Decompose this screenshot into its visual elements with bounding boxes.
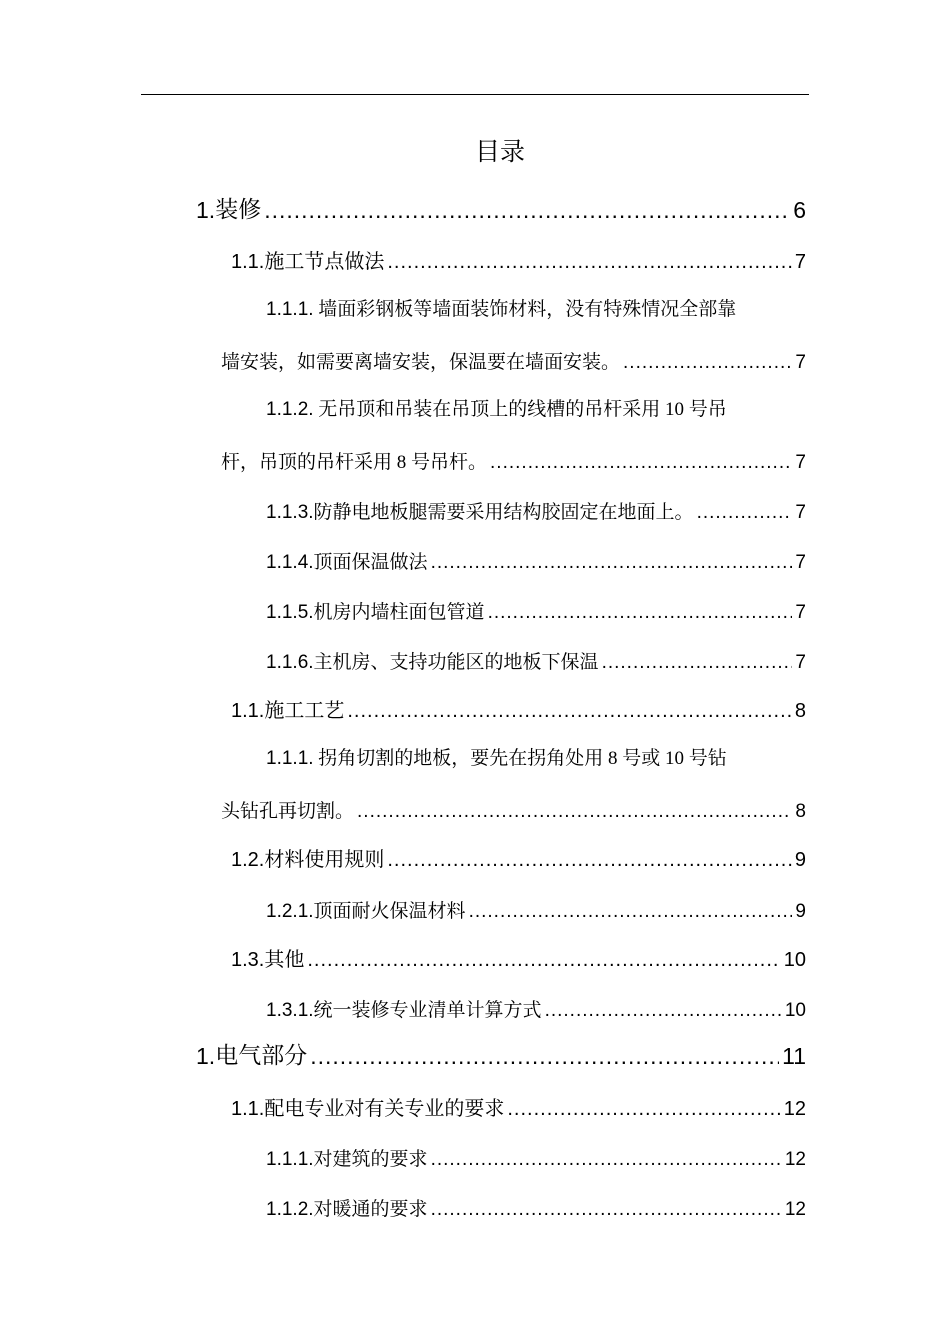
toc-entry-number: 1. [196, 197, 216, 223]
toc-entry-label: 机房内墙柱面包管道 [313, 602, 485, 623]
toc-entry-label: 装修 [215, 197, 262, 222]
toc-entry-page: 12 [784, 1199, 806, 1220]
toc-entry-number: 1.3. [231, 949, 265, 971]
toc-leader [545, 1000, 782, 1022]
toc-entry-level3[interactable] [266, 1139, 806, 1171]
toc-entry-label: 施工工艺 [264, 700, 345, 722]
toc-entry-level2[interactable] [231, 1089, 806, 1121]
toc-entry-number: 1.1.5. [266, 602, 314, 623]
toc-entry-level3-line1[interactable] [266, 394, 727, 421]
toc-leader [357, 801, 792, 823]
toc-leader [387, 849, 792, 872]
toc-entry-label: 头钻孔再切割。 [221, 801, 355, 822]
toc-entry-page: 12 [784, 1149, 806, 1170]
toc-entry-label-line1: 拐角切割的地板，要先在拐角处用 8 号或 10 号钻 [318, 748, 727, 769]
toc-leader [431, 1199, 782, 1221]
toc-entry-level1[interactable] [196, 192, 806, 224]
toc-entry-label: 配电专业对有关专业的要求 [264, 1098, 505, 1120]
toc-entry-level3[interactable] [266, 891, 806, 923]
toc-entry-level1[interactable] [196, 1038, 806, 1070]
toc-entry-page: 7 [794, 251, 806, 273]
toc-entry-number: 1.1.2. [266, 1199, 314, 1220]
toc-entry-label: 主机房、支持功能区的地板下保温 [313, 652, 599, 673]
toc-entry-level2[interactable] [231, 242, 806, 274]
toc-entry-page: 7 [795, 552, 806, 573]
toc-leader [347, 700, 792, 723]
toc-leader [264, 197, 790, 224]
toc-entry-number: 1.1.2. [266, 399, 314, 420]
toc-entry-label-line1: 墙面彩钢板等墙面装饰材料，没有特殊情况全部靠 [318, 299, 737, 320]
toc-entry-page: 12 [783, 1098, 806, 1120]
toc-entry-number: 1.1.1. [266, 748, 314, 769]
toc-entry-label: 统一装修专业清单计算方式 [313, 1000, 542, 1021]
toc-entry-label: 顶面保温做法 [313, 552, 428, 573]
toc-entry-page: 11 [782, 1043, 806, 1069]
toc-leader [490, 452, 792, 474]
toc-entry-number: 1.1.6. [266, 652, 314, 673]
toc-entry-page: 7 [795, 652, 806, 673]
toc-entry-level3[interactable] [266, 1189, 806, 1221]
toc-entry-label: 防静电地板腿需要采用结构胶固定在地面上。 [313, 502, 694, 523]
toc-entry-label: 施工节点做法 [264, 251, 385, 273]
toc-entry-level3[interactable] [221, 342, 806, 374]
toc-entry-level3[interactable] [221, 791, 806, 823]
toc-entry-label: 材料使用规则 [264, 849, 385, 871]
toc-entry-level2[interactable] [231, 691, 806, 723]
toc-leader [488, 602, 793, 624]
toc-leader [697, 502, 793, 524]
toc-entry-number: 1.1. [231, 700, 265, 722]
toc-entry-page: 8 [794, 700, 806, 722]
toc-entry-page: 8 [795, 801, 806, 822]
toc-entry-level3[interactable] [266, 990, 806, 1022]
toc-leader [307, 949, 780, 972]
toc-entry-page: 7 [795, 352, 806, 373]
toc-leader [623, 352, 792, 374]
toc-title: 目录 [474, 139, 525, 166]
toc-leader [507, 1098, 780, 1121]
toc-entry-number: 1.3.1. [266, 1000, 314, 1021]
toc-entry-page: 10 [783, 949, 806, 971]
toc-entry-page: 7 [795, 452, 806, 473]
toc-entry-level3[interactable] [266, 592, 806, 624]
toc-leader [602, 652, 793, 674]
toc-leader [387, 251, 792, 274]
toc-entry-level3[interactable] [266, 642, 806, 674]
toc-entry-level3[interactable] [221, 442, 806, 474]
toc-entry-label: 墙安装，如需要离墙安装，保温要在墙面安装。 [221, 352, 621, 373]
toc-entry-number: 1.1. [231, 251, 265, 273]
toc-entry-page: 7 [795, 602, 806, 623]
toc-leader [431, 552, 793, 574]
toc-entry-number: 1. [196, 1043, 216, 1069]
toc-entry-page: 10 [784, 1000, 806, 1021]
toc-entry-label: 其他 [264, 949, 305, 971]
toc-entry-number: 1.1.4. [266, 552, 314, 573]
toc-entry-number: 1.1.1. [266, 299, 314, 320]
toc-entry-label: 对建筑的要求 [313, 1149, 428, 1170]
toc-entry-label: 顶面耐火保温材料 [313, 901, 466, 922]
toc-entry-level3[interactable] [266, 492, 806, 524]
toc-entry-level3-line1[interactable] [266, 743, 727, 770]
toc-entry-number: 1.2.1. [266, 901, 314, 922]
toc-leader [431, 1149, 782, 1171]
toc-entry-number: 1.1.1. [266, 1149, 314, 1170]
toc-entry-page: 9 [795, 901, 806, 922]
toc-entry-level2[interactable] [231, 940, 806, 972]
toc-entry-label: 杆，吊顶的吊杆采用 8 号吊杆。 [221, 452, 488, 473]
toc-entry-number: 1.1.3. [266, 502, 314, 523]
toc-leader [310, 1043, 779, 1070]
toc-entry-level3[interactable] [266, 542, 806, 574]
toc-entry-label: 对暖通的要求 [313, 1199, 428, 1220]
toc-entry-page: 6 [793, 197, 806, 223]
toc-entry-page: 9 [794, 849, 806, 871]
toc-entry-level2[interactable] [231, 840, 806, 872]
toc-entry-label: 电气部分 [215, 1043, 308, 1068]
toc-entry-number: 1.2. [231, 849, 265, 871]
toc-entry-level3-line1[interactable] [266, 294, 736, 321]
toc-entry-label-line1: 无吊顶和吊装在吊顶上的线槽的吊杆采用 10 号吊 [318, 399, 727, 420]
toc-entry-page: 7 [795, 502, 806, 523]
toc-entry-number: 1.1. [231, 1098, 265, 1120]
toc-leader [469, 901, 793, 923]
